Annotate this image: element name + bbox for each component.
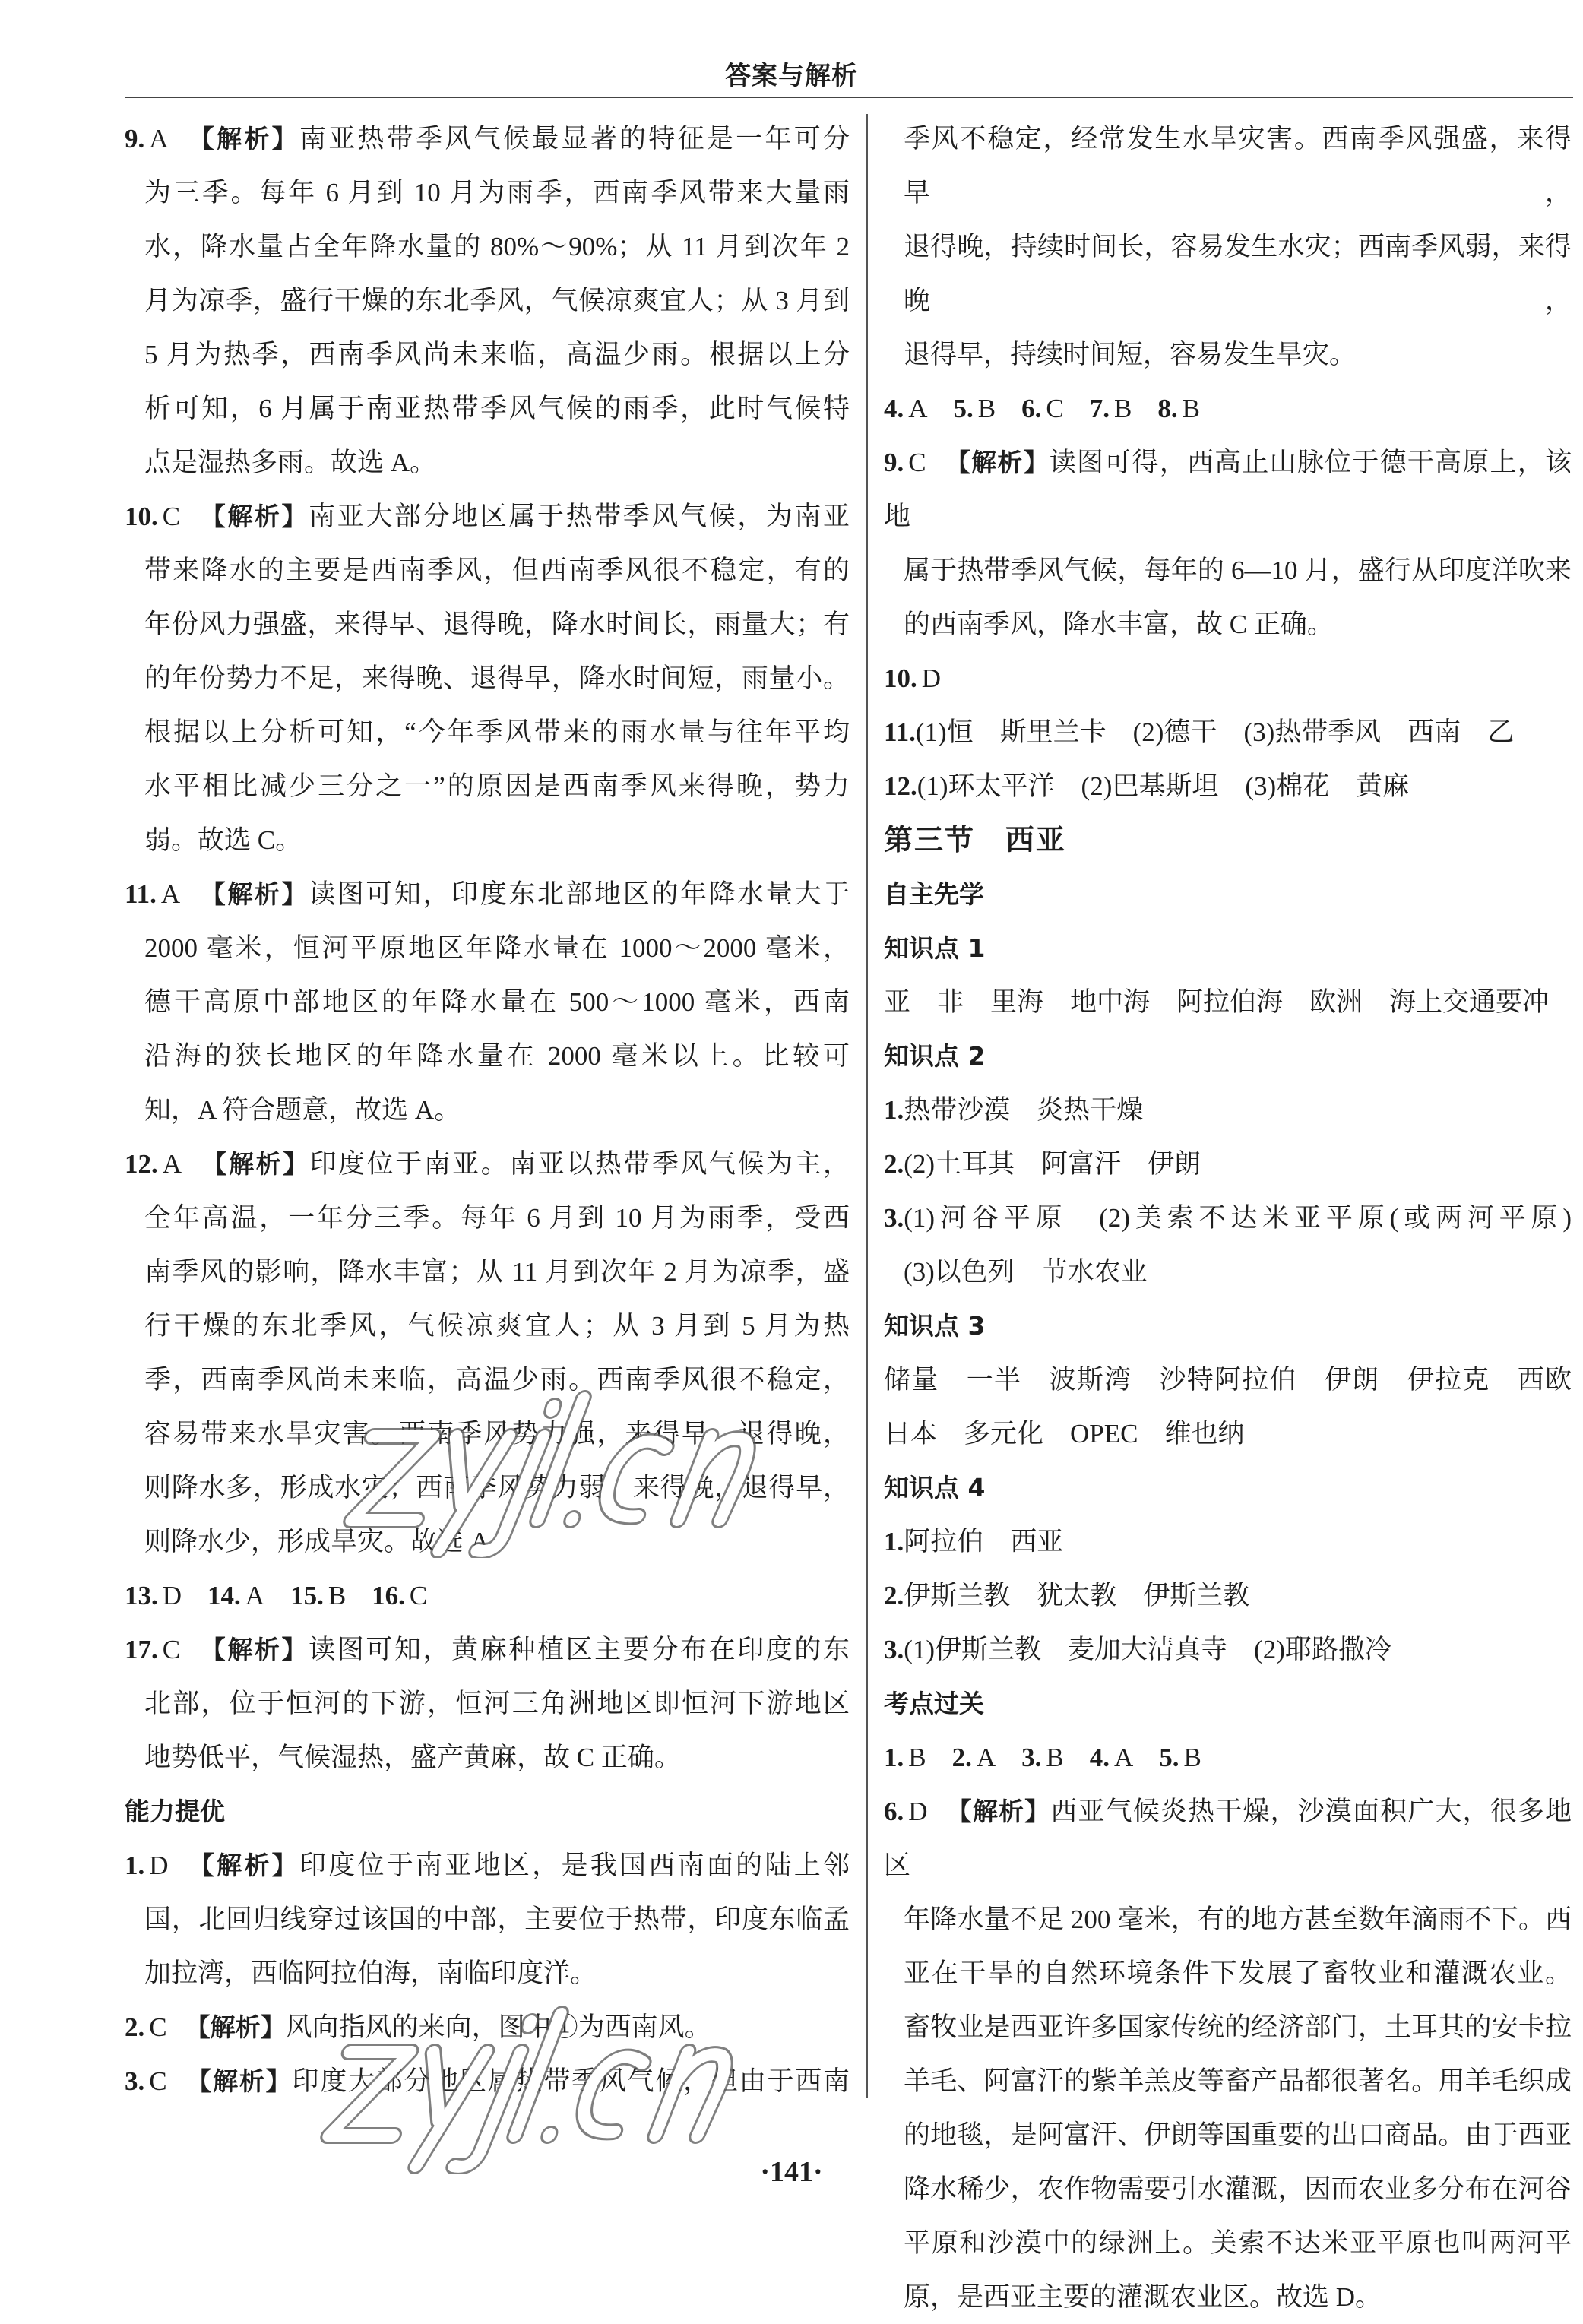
analysis-tag: 【解析】 <box>186 1851 299 1880</box>
text-line <box>125 2000 850 2054</box>
text-line <box>884 1784 1572 1892</box>
answer-item <box>1159 1743 1201 1772</box>
line-text: 月为凉季，盛行干燥的东北季风，气候凉爽宜人；从 3 月到 <box>144 286 850 315</box>
question-number: 3. <box>884 1635 904 1664</box>
line-text: 为三季。每年 6 月到 10 月为雨季，西南季风带来大量雨 <box>144 178 850 207</box>
text-line <box>125 705 850 759</box>
text-line <box>125 435 850 489</box>
line-text: (1)河谷平原 (2)美索不达米亚平原(或两河平原) <box>904 1203 1572 1233</box>
answer-choice: B <box>1183 1743 1201 1772</box>
answer-choice: C <box>1046 394 1064 423</box>
line-text: 退得早，持续时间短，容易发生旱灾。 <box>904 340 1357 369</box>
analysis-tag: 【解析】 <box>185 2012 286 2042</box>
answer-choice: A <box>976 1743 996 1772</box>
line-text: 知，A 符合题意，故选 A。 <box>144 1095 461 1125</box>
text-line <box>125 1515 850 1569</box>
header-rule <box>125 97 1573 98</box>
text-line <box>884 1191 1572 1245</box>
text-line <box>125 1407 850 1461</box>
line-text: 则降水少，形成旱灾。故选 A。 <box>144 1527 517 1556</box>
text-line <box>125 274 850 328</box>
question-number: 1. <box>884 1743 904 1772</box>
line-text: 印度大部分地区属热带季风气候，但由于西南 <box>292 2066 850 2096</box>
line-text: 沿海的狭长地区的年降水量在 2000 毫米以上。比较可 <box>144 1041 850 1071</box>
line-text: 水平相比减少三分之一”的原因是西南季风来得晚，势力 <box>144 771 850 801</box>
line-text: 退得晚，持续时间长，容易发生水灾；西南季风弱，来得晚， <box>904 232 1572 315</box>
text-line <box>884 1245 1572 1299</box>
analysis-tag: 【解析】 <box>186 124 299 154</box>
line-text: 弱。故选 C。 <box>144 825 302 855</box>
answer-item <box>372 1581 427 1610</box>
line-text: 水，降水量占全年降水量的 80%～90%；从 11 月到次年 2 <box>144 232 850 261</box>
analysis-tag: 【解析】 <box>945 1797 1051 1826</box>
question-number: 9. <box>125 124 145 154</box>
section-heading: 知识点 4 <box>884 1473 986 1502</box>
text-line <box>884 543 1572 597</box>
question-number: 6. <box>884 1797 904 1826</box>
line-text: 热带沙漠 炎热干燥 <box>904 1095 1144 1125</box>
line-text: 读图可知，印度东北部地区的年降水量大于 <box>309 879 850 909</box>
answer-choice: B <box>1046 1743 1064 1772</box>
text-line <box>125 328 850 382</box>
text-line <box>884 1946 1572 2000</box>
text-line <box>884 435 1572 543</box>
question-number: 12. <box>884 771 917 801</box>
question-number: 5. <box>1159 1743 1179 1772</box>
line-text: 全年高温，一年分三季。每年 6 月到 10 月为雨季，受西 <box>144 1203 850 1233</box>
text-line <box>125 543 850 597</box>
line-text: 原，是西亚主要的灌溉农业区。故选 D。 <box>904 2282 1382 2312</box>
text-line <box>884 1569 1572 1623</box>
question-number: 2. <box>884 1581 904 1610</box>
line-text: 印度位于南亚。南亚以热带季风气候为主， <box>309 1149 850 1179</box>
text-line <box>125 382 850 435</box>
analysis-tag: 【解析】 <box>200 1149 310 1179</box>
text-line <box>125 1191 850 1245</box>
line-text: 阿拉伯 西亚 <box>904 1527 1064 1556</box>
question-number: 17. <box>125 1635 158 1664</box>
line-text: 印度位于南亚地区，是我国西南面的陆上邻 <box>299 1851 850 1880</box>
line-text: (1)伊斯兰教 麦加大清真寺 (2)耶路撒冷 <box>904 1635 1391 1664</box>
line-text: 亚 非 里海 地中海 阿拉伯海 欧洲 海上交通要冲 <box>884 987 1550 1017</box>
analysis-tag: 【解析】 <box>944 448 1050 477</box>
running-header: 答案与解析 <box>725 61 858 91</box>
answer-item <box>954 394 996 423</box>
line-text: (3)以色列 节水农业 <box>904 1257 1148 1287</box>
text-line <box>125 867 850 921</box>
text-line <box>125 1029 850 1083</box>
answer-row <box>884 1730 1572 1784</box>
question-number: 2. <box>951 1743 972 1772</box>
text-line <box>125 1353 850 1407</box>
text-line <box>125 166 850 220</box>
line-text: 的西南季风，降水丰富，故 C 正确。 <box>904 609 1334 639</box>
answer-choice: B <box>1182 394 1200 423</box>
analysis-tag: 【解析】 <box>198 879 309 909</box>
text-line <box>884 112 1572 220</box>
question-number: 3. <box>884 1203 904 1233</box>
text-line <box>125 489 850 543</box>
line-text: 储量 一半 波斯湾 沙特阿拉伯 伊朗 伊拉克 西欧 <box>884 1365 1572 1395</box>
answer-choice: C <box>409 1581 428 1610</box>
question-number: 4. <box>884 394 904 423</box>
answer-choice: D <box>149 1851 169 1880</box>
section-title: 第三节 西亚 <box>884 823 1067 856</box>
text-line <box>125 1623 850 1677</box>
question-number: 10. <box>125 502 158 531</box>
text-line <box>125 1730 850 1784</box>
answer-item <box>952 1743 996 1772</box>
text-line <box>125 220 850 274</box>
text-line <box>125 2054 850 2108</box>
line-text: (1)环太平洋 (2)巴基斯坦 (3)棉花 黄麻 <box>917 771 1410 801</box>
question-number: 7. <box>1089 394 1110 423</box>
line-text: 地势低平，气候湿热，盛产黄麻，故 C 正确。 <box>144 1743 681 1772</box>
answer-choice: B <box>1114 394 1132 423</box>
answer-choice: C <box>149 2066 167 2096</box>
answer-choice: D <box>921 663 942 693</box>
section-heading: 能力提优 <box>125 1797 225 1826</box>
section-heading: 知识点 2 <box>884 1041 986 1071</box>
answer-choice: A <box>149 124 169 154</box>
line-text: (2)土耳其 阿富汗 伊朗 <box>904 1149 1201 1179</box>
line-text: 析可知，6 月属于南亚热带季风气候的雨季，此时气候特 <box>144 394 850 423</box>
answer-choice: A <box>245 1581 265 1610</box>
line-text: 降水稀少，农作物需要引水灌溉，因而农业多分布在河谷 <box>904 2174 1572 2204</box>
text-line <box>125 112 850 166</box>
text-line <box>884 597 1572 651</box>
line-text: 根据以上分析可知，“今年季风带来的雨水量与往年平均 <box>144 717 850 747</box>
text-line <box>125 921 850 975</box>
analysis-tag: 【解析】 <box>198 1635 309 1664</box>
answer-item <box>1090 1743 1134 1772</box>
answer-choice: D <box>908 1797 928 1826</box>
answer-item <box>1090 394 1132 423</box>
text-line <box>125 759 850 813</box>
line-text: 西亚气候炎热干燥，沙漠面积广大，很多地区 <box>884 1797 1572 1880</box>
answer-item <box>290 1581 346 1610</box>
line-text: 属于热带季风气候，每年的 6—10 月，盛行从印度洋吹来 <box>904 556 1572 585</box>
analysis-tag: 【解析】 <box>185 2066 293 2096</box>
text-line <box>884 2054 1572 2108</box>
answer-choice: D <box>162 1581 182 1610</box>
line-text: 则降水多，形成水灾；西南季风势力弱，来得晚，退得早， <box>144 1473 850 1502</box>
question-number: 1. <box>125 1851 145 1880</box>
text-line <box>884 975 1572 1029</box>
answer-choice: A <box>908 394 928 423</box>
question-number: 9. <box>884 448 904 477</box>
answer-choice: A <box>1114 1743 1134 1772</box>
text-line <box>884 220 1572 328</box>
line-text: 季，西南季风尚未来临，高温少雨。西南季风很不稳定， <box>144 1365 850 1395</box>
answer-choice: A <box>160 879 181 909</box>
text-line <box>125 1083 850 1137</box>
line-text: 的地毯，是阿富汗、伊朗等国重要的出口商品。由于西亚 <box>904 2120 1572 2150</box>
answer-item <box>884 663 941 693</box>
answer-choice: A <box>162 1149 182 1179</box>
section-heading: 知识点 3 <box>884 1311 986 1341</box>
question-number: 1. <box>884 1095 904 1125</box>
answer-choice: C <box>162 502 181 531</box>
line-text: (1)恒 斯里兰卡 (2)德干 (3)热带季风 西南 乙 <box>915 717 1515 747</box>
line-text: 南亚大部分地区属于热带季风气候，为南亚 <box>309 502 850 531</box>
section-heading: 知识点 1 <box>884 933 986 963</box>
section-heading: 考点过关 <box>884 1689 984 1718</box>
question-number: 10. <box>884 663 917 693</box>
text-line <box>884 705 1572 759</box>
text-line <box>884 2000 1572 2054</box>
text-line <box>884 1515 1572 1569</box>
question-number: 15. <box>290 1581 324 1610</box>
line-text: 行干燥的东北季风，气候凉爽宜人；从 3 月到 5 月为热 <box>144 1311 850 1341</box>
answer-item <box>125 1581 182 1610</box>
text-line <box>884 759 1572 813</box>
text-line <box>125 651 850 705</box>
section-heading: 自主先学 <box>884 879 984 909</box>
text-line <box>884 1623 1572 1677</box>
line-text: 风向指风的来向，图中①为西南风。 <box>285 2012 711 2042</box>
answer-choice: C <box>149 2012 167 2042</box>
text-line <box>125 1677 850 1730</box>
text-line <box>125 1946 850 2000</box>
answer-item <box>884 394 928 423</box>
answer-choice: C <box>162 1635 181 1664</box>
line-text: 季风不稳定，经常发生水旱灾害。西南季风强盛，来得早， <box>904 124 1572 207</box>
question-number: 3. <box>125 2066 145 2096</box>
question-number: 16. <box>372 1581 405 1610</box>
answer-item <box>1021 394 1064 423</box>
line-text: 国，北回归线穿过该国的中部，主要位于热带，印度东临孟 <box>144 1904 850 1934</box>
page-number: ·141· <box>760 2156 823 2188</box>
text-line <box>125 1892 850 1946</box>
answer-item <box>1157 394 1200 423</box>
line-text: 北部，位于恒河的下游，恒河三角洲地区即恒河下游地区 <box>144 1689 850 1718</box>
line-text: 年份风力强盛，来得早、退得晚，降水时间长，雨量大；有 <box>144 609 850 639</box>
line-text: 点是湿热多雨。故选 A。 <box>144 448 437 477</box>
line-text: 的年份势力不足，来得晚、退得早，降水时间短，雨量小。 <box>144 663 850 693</box>
line-text: 亚在干旱的自然环境条件下发展了畜牧业和灌溉农业。 <box>904 1958 1572 1988</box>
line-text: 2000 毫米，恒河平原地区年降水量在 1000～2000 毫米， <box>144 933 850 963</box>
line-text: 容易带来水旱灾害。西南季风势力强，来得早，退得晚， <box>144 1419 850 1449</box>
text-line <box>884 328 1572 382</box>
text-line <box>125 1137 850 1191</box>
text-line <box>125 1838 850 1892</box>
analysis-tag: 【解析】 <box>198 502 309 531</box>
right-column <box>884 112 1572 2324</box>
line-text: 5 月为热季，西南季风尚未来临，高温少雨。根据以上分 <box>144 340 850 369</box>
question-number: 2. <box>125 2012 145 2042</box>
text-line <box>125 1299 850 1353</box>
line-text: 平原和沙漠中的绿洲上。美索不达米亚平原也叫两河平 <box>904 2228 1572 2258</box>
text-line <box>884 2108 1572 2162</box>
answer-item <box>884 1743 926 1772</box>
question-number: 14. <box>207 1581 241 1610</box>
answer-choice: B <box>977 394 996 423</box>
question-number: 8. <box>1157 394 1178 423</box>
answer-item <box>207 1581 264 1610</box>
line-text: 年降水量不足 200 毫米，有的地方甚至数年滴雨不下。西 <box>904 1904 1572 1934</box>
text-line <box>125 813 850 867</box>
answer-row <box>125 1569 850 1623</box>
answer-choice: B <box>908 1743 926 1772</box>
left-column <box>125 112 850 2108</box>
question-number: 4. <box>1089 1743 1110 1772</box>
question-number: 11. <box>884 717 916 747</box>
question-number: 3. <box>1021 1743 1042 1772</box>
text-line <box>884 2216 1572 2270</box>
line-text: 南亚热带季风气候最显著的特征是一年可分 <box>299 124 850 154</box>
text-line <box>125 1245 850 1299</box>
answer-item <box>1021 1743 1064 1772</box>
text-line <box>884 1137 1572 1191</box>
text-line <box>884 2270 1572 2324</box>
question-number: 11. <box>125 879 157 909</box>
line-text: 日本 多元化 OPEC 维也纳 <box>884 1419 1245 1449</box>
question-number: 5. <box>953 394 974 423</box>
line-text: 加拉湾，西临阿拉伯海，南临印度洋。 <box>144 1958 597 1988</box>
question-number: 12. <box>125 1149 158 1179</box>
line-text: 羊毛、阿富汗的紫羊羔皮等畜产品都很著名。用羊毛织成 <box>904 2066 1572 2096</box>
answer-choice: B <box>328 1581 347 1610</box>
line-text: 伊斯兰教 犹太教 伊斯兰教 <box>904 1581 1250 1610</box>
answer-choice: C <box>908 448 926 477</box>
line-text: 读图可知，黄麻种植区主要分布在印度的东 <box>309 1635 850 1664</box>
question-number: 13. <box>125 1581 158 1610</box>
line-text: 畜牧业是西亚许多国家传统的经济部门，土耳其的安卡拉 <box>904 2012 1572 2042</box>
text-line <box>884 1353 1572 1407</box>
line-text: 读图可得，西高止山脉位于德干高原上，该地 <box>884 448 1572 531</box>
text-line <box>125 975 850 1029</box>
column-divider <box>866 114 868 2098</box>
text-line <box>125 597 850 651</box>
line-text: 带来降水的主要是西南季风，但西南季风很不稳定，有的 <box>144 556 850 585</box>
text-line <box>125 1461 850 1515</box>
text-line <box>884 1892 1572 1946</box>
text-line <box>884 1083 1572 1137</box>
answer-row <box>884 382 1572 435</box>
question-number: 2. <box>884 1149 904 1179</box>
text-line <box>884 1407 1572 1461</box>
line-text: 南季风的影响，降水丰富；从 11 月到次年 2 月为凉季，盛 <box>144 1257 850 1287</box>
question-number: 6. <box>1021 394 1042 423</box>
line-text: 德干高原中部地区的年降水量在 500～1000 毫米，西南 <box>144 987 850 1017</box>
question-number: 1. <box>884 1527 904 1556</box>
answer-row <box>884 651 1572 705</box>
